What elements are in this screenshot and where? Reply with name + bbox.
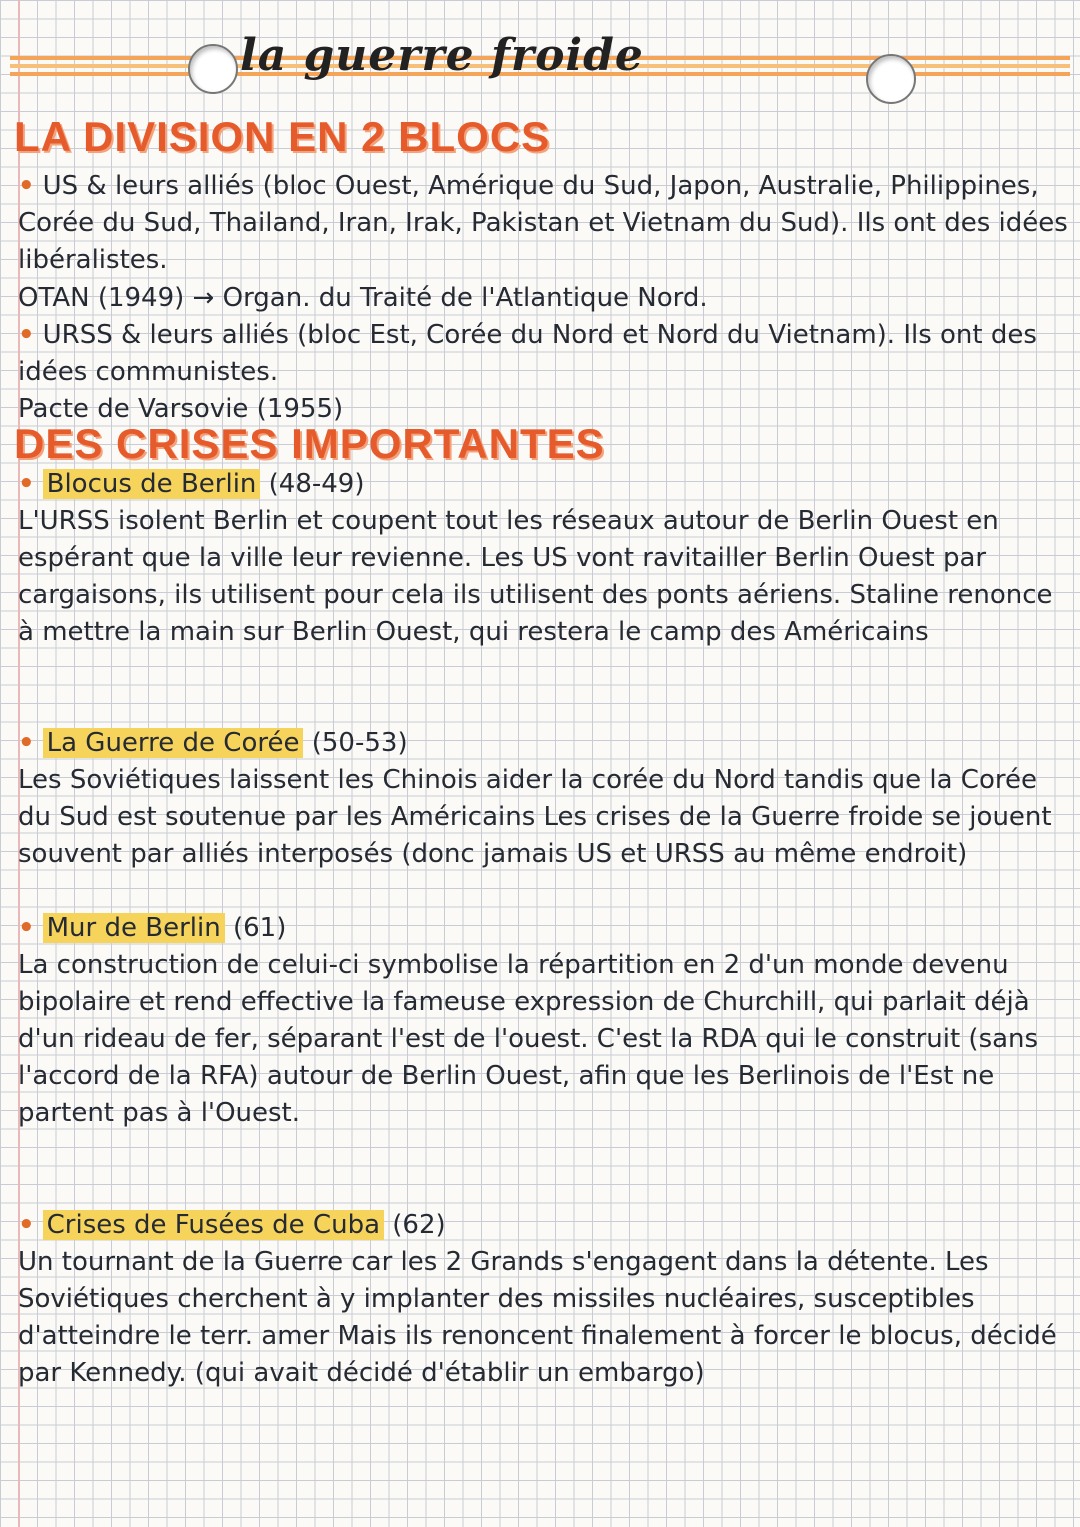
bloc-est-paragraph (18, 317, 1068, 391)
varsovie-line: Pacte de Varsovie (1955) (18, 394, 344, 424)
bullet-icon: • (18, 320, 35, 350)
crisis-text: Un tournant de la Guerre car les 2 Grands s'engagent dans la détente. Les Soviétiques cherchent à y implanter des missiles nucléaires, susceptibles d'atteindre le terr. amer Mais ils renoncent finalement à forcer le blocus, décidé par Kennedy. (qui avait décidé d'établir un embargo) (18, 1247, 1057, 1388)
page-title: la guerre froide (240, 30, 644, 81)
bullet-icon: • (18, 171, 35, 201)
binder-hole (188, 44, 238, 94)
crisis-dates: (62) (392, 1210, 446, 1240)
crisis-label: Blocus de Berlin (43, 469, 261, 499)
binder-hole (866, 54, 916, 104)
crisis-item-berlin-wall (18, 910, 1068, 1132)
crisis-item-korea (18, 725, 1068, 873)
crisis-item-cuba (18, 1207, 1068, 1392)
bloc-ouest-paragraph (18, 168, 1068, 279)
bullet-icon: • (18, 469, 35, 499)
crisis-text: Les Soviétiques laissent les Chinois aider la corée du Nord tandis que la Corée du Sud est soutenue par les Américains Les crises de la Guerre froide se jouent souvent par alliés interposés (donc jamais US et URSS au même endroit) (18, 765, 1052, 869)
section-heading-crises: DES CRISES IMPORTANTES (14, 420, 605, 467)
crisis-label: La Guerre de Corée (43, 728, 304, 758)
otan-line: OTAN (1949) → Organ. du Traité de l'Atlantique Nord. (18, 283, 708, 313)
section-heading-division: LA DIVISION EN 2 BLOCS (14, 113, 551, 160)
crisis-dates: (50-53) (311, 728, 408, 758)
crisis-dates: (48-49) (268, 469, 365, 499)
crisis-text: L'URSS isolent Berlin et coupent tout les réseaux autour de Berlin Ouest en espérant que la ville leur revienne. Les US vont ravitailler Berlin Ouest par cargaisons, ils utilisent pour cela ils utilisent des ponts aériens. Staline renonce à mettre la main sur Berlin Ouest, qui restera le camp des Américains (18, 506, 1053, 647)
crisis-label: Mur de Berlin (43, 913, 225, 943)
bullet-icon: • (18, 913, 35, 943)
crisis-dates: (61) (232, 913, 287, 943)
bloc-est-text: URSS & leurs alliés (bloc Est, Corée du Nord et Nord du Vietnam). Ils ont des idées communistes. (18, 320, 1037, 387)
crisis-text: La construction de celui-ci symbolise la répartition en 2 d'un monde devenu bipolaire et rend effective la fameuse expression de Churchill, qui parlait déjà d'un rideau de fer, séparant l'est de l'ouest. C'est la RDA qui le construit (sans l'accord de la RFA) autour de Berlin Ouest, afin que les Berlinois de l'Est ne partent pas à l'Ouest. (18, 950, 1039, 1128)
bloc-ouest-text: US & leurs alliés (bloc Ouest, Amérique du Sud, Japon, Australie, Philippines, Corée du Sud, Thailand, Iran, Irak, Pakistan et Vietnam du Sud). Ils ont des idées libéralistes. (18, 171, 1068, 275)
bullet-icon: • (18, 1210, 35, 1240)
crisis-label: Crises de Fusées de Cuba (43, 1210, 384, 1240)
bullet-icon: • (18, 728, 35, 758)
crisis-item-berlin-blockade (18, 466, 1068, 651)
